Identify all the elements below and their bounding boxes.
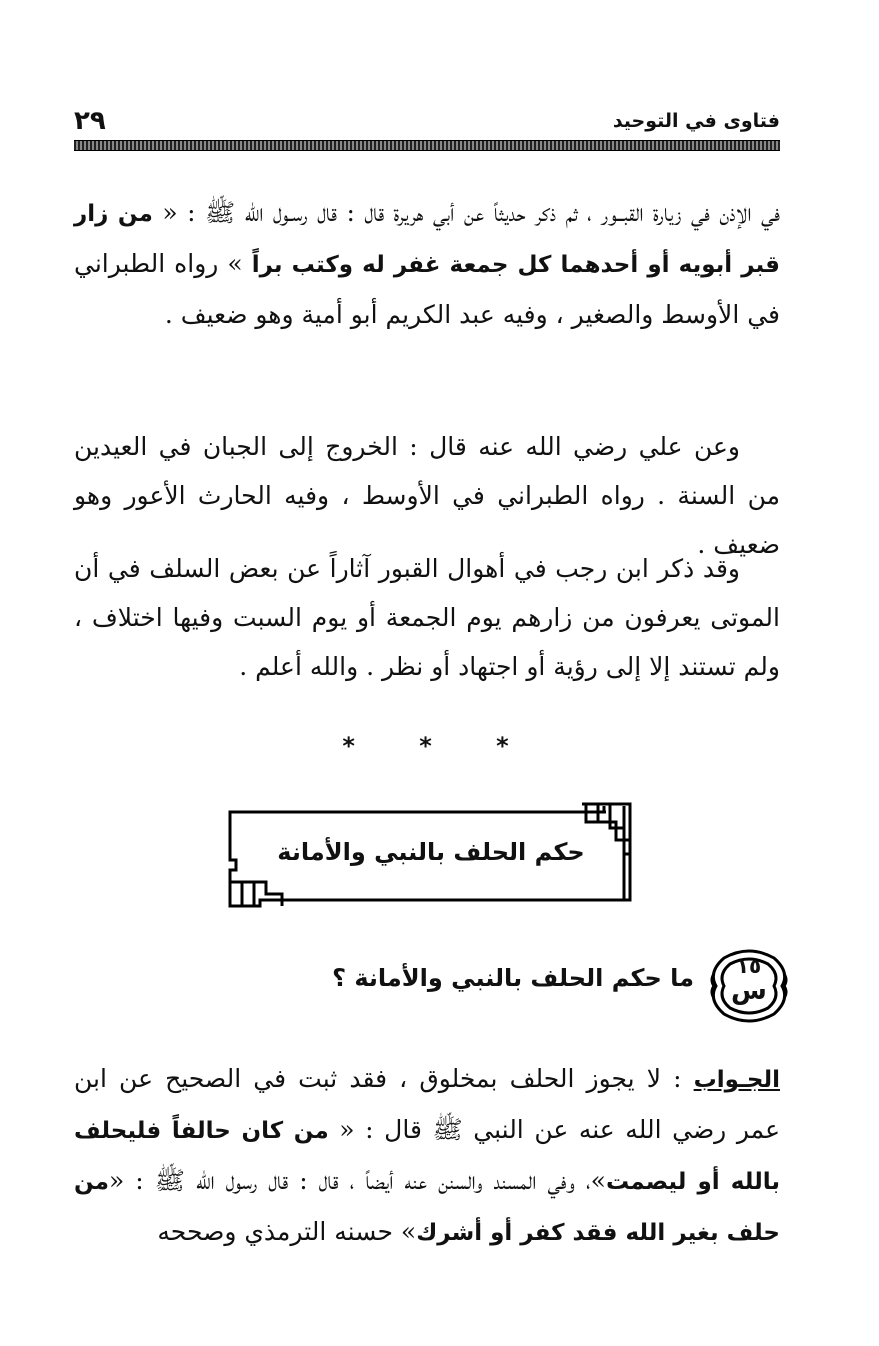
header-divider — [74, 140, 780, 151]
hadith-quote: من زار قبر أبويه أو أحدهما كل جمعة غفر له وكتب براً — [74, 201, 780, 278]
paragraph-text: في الإذن في زيارة القبــور ، ثم ذكر حديثاً عن أبي هريرة قال : قال رسـول الله ﷺ : « — [152, 198, 781, 227]
paragraph-text: » رواه الطبراني في الأوسط والصغير ، وفيه عبد الكريم أبو أمية وهو ضعيف . — [74, 249, 780, 329]
running-title: فتاوى في التوحيد — [612, 110, 780, 132]
paragraph-text: وقد ذكر ابن رجب في أهوال القبور آثاراً عن بعض السلف في أن الموتى يعرفون من زارهم يوم الجمعة أو يوم السبت وفيها اختلاف ، ولم تستند إلا إلى رؤية أو اجتهاد أو نظر . والله أعلم . — [74, 554, 780, 681]
question-number: ١٥ — [736, 954, 762, 978]
page-number: ٢٩ — [74, 106, 106, 136]
paragraph-text: : لا يجوز الحلف بمخلوق ، فقد ثبت في الصحيح عن ابن عمر رضي الله عنه عن النبي ﷺ قال : « — [74, 1064, 780, 1144]
paragraph-text: وعن علي رضي الله عنه قال : الخروج إلى الجبان في العيدين من السنة . رواه الطبراني في الأوسط ، وفيه الحارث الأعور وهو ضعيف . — [74, 432, 780, 559]
paragraph-hadith-visit — [74, 188, 780, 339]
hadith-quote: من كان حالفاً فليحلف بالله أو ليصمت — [74, 1118, 780, 1195]
question-text: ما حكم الحلف بالنبي والأمانة ؟ — [332, 964, 694, 992]
section-title: حكم الحلف بالنبي والأمانة — [277, 838, 585, 866]
section-heading-frame — [226, 800, 636, 912]
paragraph-ibn-rajab — [74, 544, 780, 691]
question-badge — [708, 944, 790, 1028]
answer-label: الجـواب — [693, 1067, 780, 1093]
answer-paragraph — [74, 1054, 780, 1258]
section-separator: * * * — [342, 732, 537, 760]
paragraph-text: » حسنه الترمذي وصححه — [157, 1217, 417, 1246]
question-label: س — [731, 976, 767, 1006]
paragraph-text: »، وفي المسند والسنن عنه أيضاً ، قال : قال رسول الله ﷺ : « — [108, 1166, 606, 1195]
question-row — [330, 944, 790, 1028]
hadith-quote: من حلف بغير الله فقد كفر أو أشرك — [74, 1169, 780, 1246]
